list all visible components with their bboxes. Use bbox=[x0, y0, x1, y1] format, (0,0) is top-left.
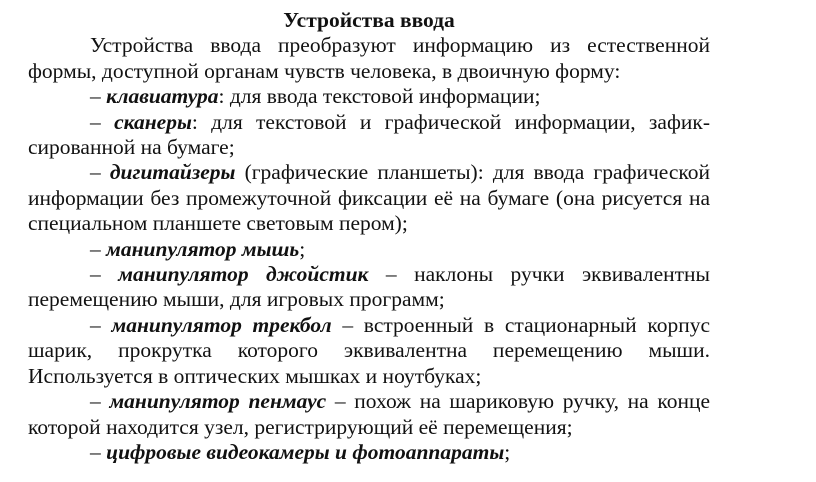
item-dash: – bbox=[90, 439, 107, 464]
list-item-scanners bbox=[28, 110, 710, 161]
item-description: – наклоны ручки эквивалентны перемещению мыши, для игровых программ; bbox=[28, 262, 710, 312]
item-description: ; bbox=[299, 236, 306, 261]
item-term: дигитайзеры bbox=[109, 160, 236, 185]
item-term: клавиатура bbox=[106, 84, 219, 109]
item-term: манипулятор мышь bbox=[106, 236, 300, 261]
list-item-keyboard bbox=[28, 84, 710, 109]
item-term: манипулятор трекбол bbox=[111, 312, 332, 337]
item-description: – встроенный в стационарный корпус шарик, прокрутка которого эквивалентна перемещению мыши. Используется в оптических мышках и ноутбуках; bbox=[28, 312, 711, 388]
item-term: сканеры bbox=[114, 109, 192, 134]
list-item-mouse bbox=[28, 237, 710, 262]
item-dash: – bbox=[90, 109, 115, 134]
list-item-digitizers bbox=[28, 160, 710, 236]
intro-paragraph: Устройства ввода преобразуют информацию из естественной формы, доступной органам чувств человека, в двоичную форму: bbox=[28, 33, 710, 83]
item-dash: – bbox=[90, 236, 107, 261]
item-term: цифровые видеокамеры и фотоаппараты bbox=[106, 439, 505, 464]
item-description: (графические планшеты): для ввода графической информации без промежуточной фиксации её на бумаге (она рисуется на специальном планшете световым пером); bbox=[28, 160, 710, 236]
list-item-joystick bbox=[28, 262, 710, 313]
item-dash: – bbox=[90, 160, 110, 185]
item-term: манипулятор пенмаус bbox=[109, 389, 327, 414]
item-dash: – bbox=[90, 389, 110, 414]
item-dash: – bbox=[90, 262, 119, 287]
list-item-trackball bbox=[28, 313, 710, 389]
list-item-penmouse bbox=[28, 389, 710, 440]
document-title: Устройства ввода bbox=[283, 8, 455, 32]
item-description: : для текстовой и графической информации, зафиксированной на бумаге; bbox=[28, 109, 710, 160]
item-term: манипулятор джойстик bbox=[118, 262, 369, 287]
document-page bbox=[28, 8, 710, 465]
item-description: ; bbox=[504, 439, 511, 464]
item-description: – похож на шариковую ручку, на конце которой находится узел, регистрирующий её перемещения; bbox=[28, 389, 711, 439]
item-dash: – bbox=[90, 312, 112, 337]
item-dash: – bbox=[90, 84, 107, 109]
list-item-cameras bbox=[28, 440, 710, 465]
item-description: : для ввода текстовой информации; bbox=[218, 84, 541, 109]
